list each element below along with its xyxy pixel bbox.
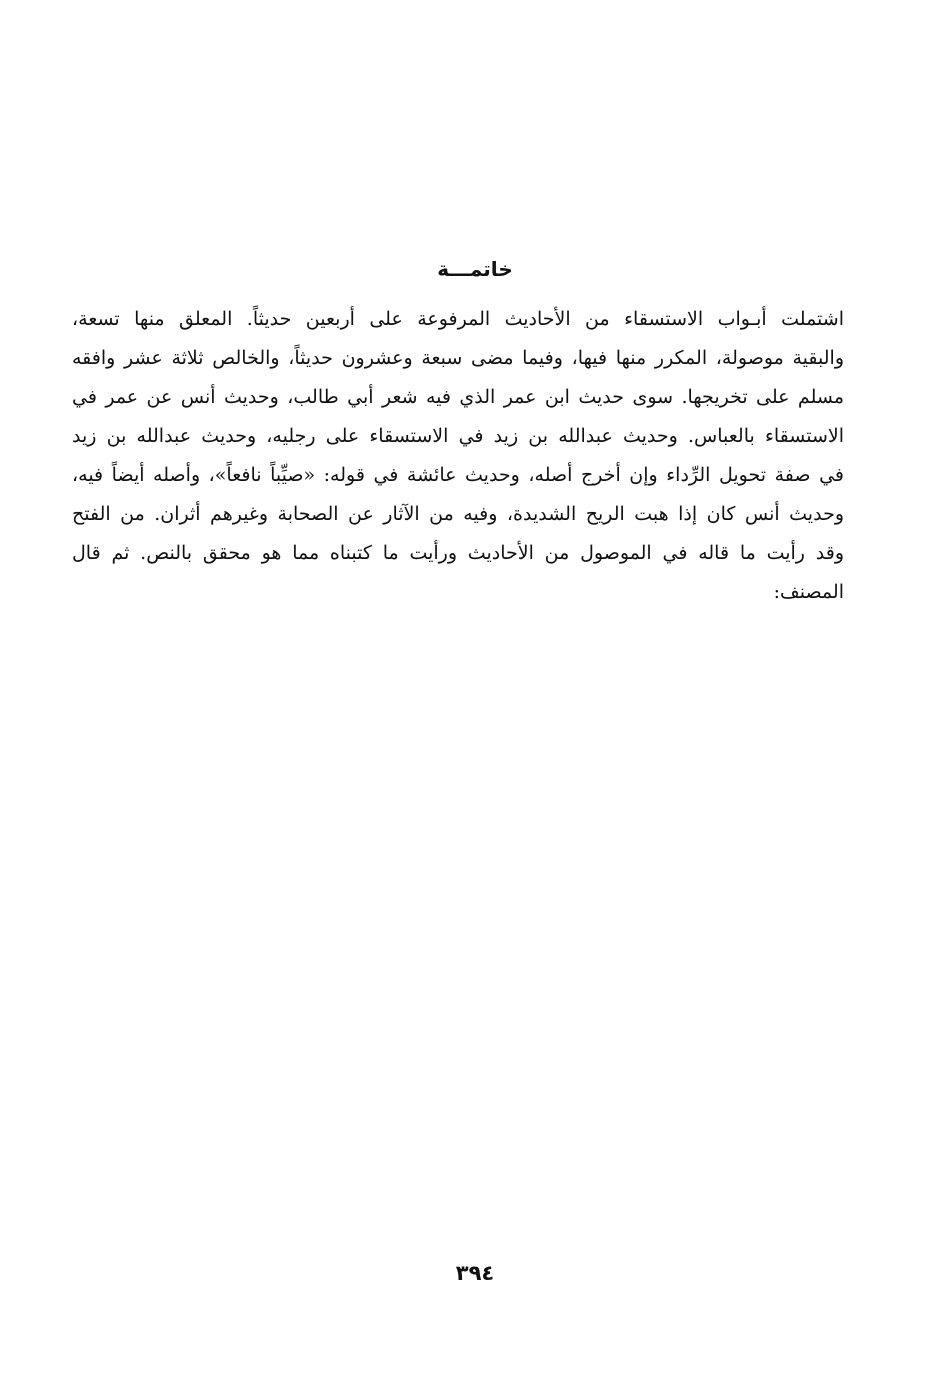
body-paragraph xyxy=(72,300,844,612)
body-line: والبقية موصولة، المكرر منها فيها، وفيما مضى سبعة وعشرون حديثاً، والخالص ثلاثة عشر وافقه xyxy=(72,347,844,369)
section-heading: خاتمـــة xyxy=(437,257,513,281)
body-line: وقد رأيت ما قاله في الموصول من الأحاديث ورأيت ما كتبناه مما هو محقق بالنص. ثم قال xyxy=(72,542,844,564)
body-line: في صفة تحويل الرِّداء وإن أخرج أصله، وحديث عائشة في قوله: «صيِّباً نافعاً»، وأصله أيضاً فيه، xyxy=(72,464,844,486)
body-line: اشتملت أبـواب الاستسقاء من الأحاديث المرفوعة على أربعين حديثاً. المعلق منها تسعة، xyxy=(72,308,844,330)
body-line: وحديث أنس كان إذا هبت الريح الشديدة، وفيه من الآثار عن الصحابة وغيرهم أثران. من الفتح xyxy=(72,503,844,525)
body-line: الاستسقاء بالعباس. وحديث عبدالله بن زيد في الاستسقاء على رجليه، وحديث عبدالله بن زيد xyxy=(72,425,844,447)
body-line: المصنف: xyxy=(773,581,844,603)
body-line: مسلم على تخريجها. سوى حديث ابن عمر الذي فيه شعر أبي طالب، وحديث أنس عن عمر في xyxy=(72,386,844,408)
page-number: ٣٩٤ xyxy=(455,1261,495,1285)
